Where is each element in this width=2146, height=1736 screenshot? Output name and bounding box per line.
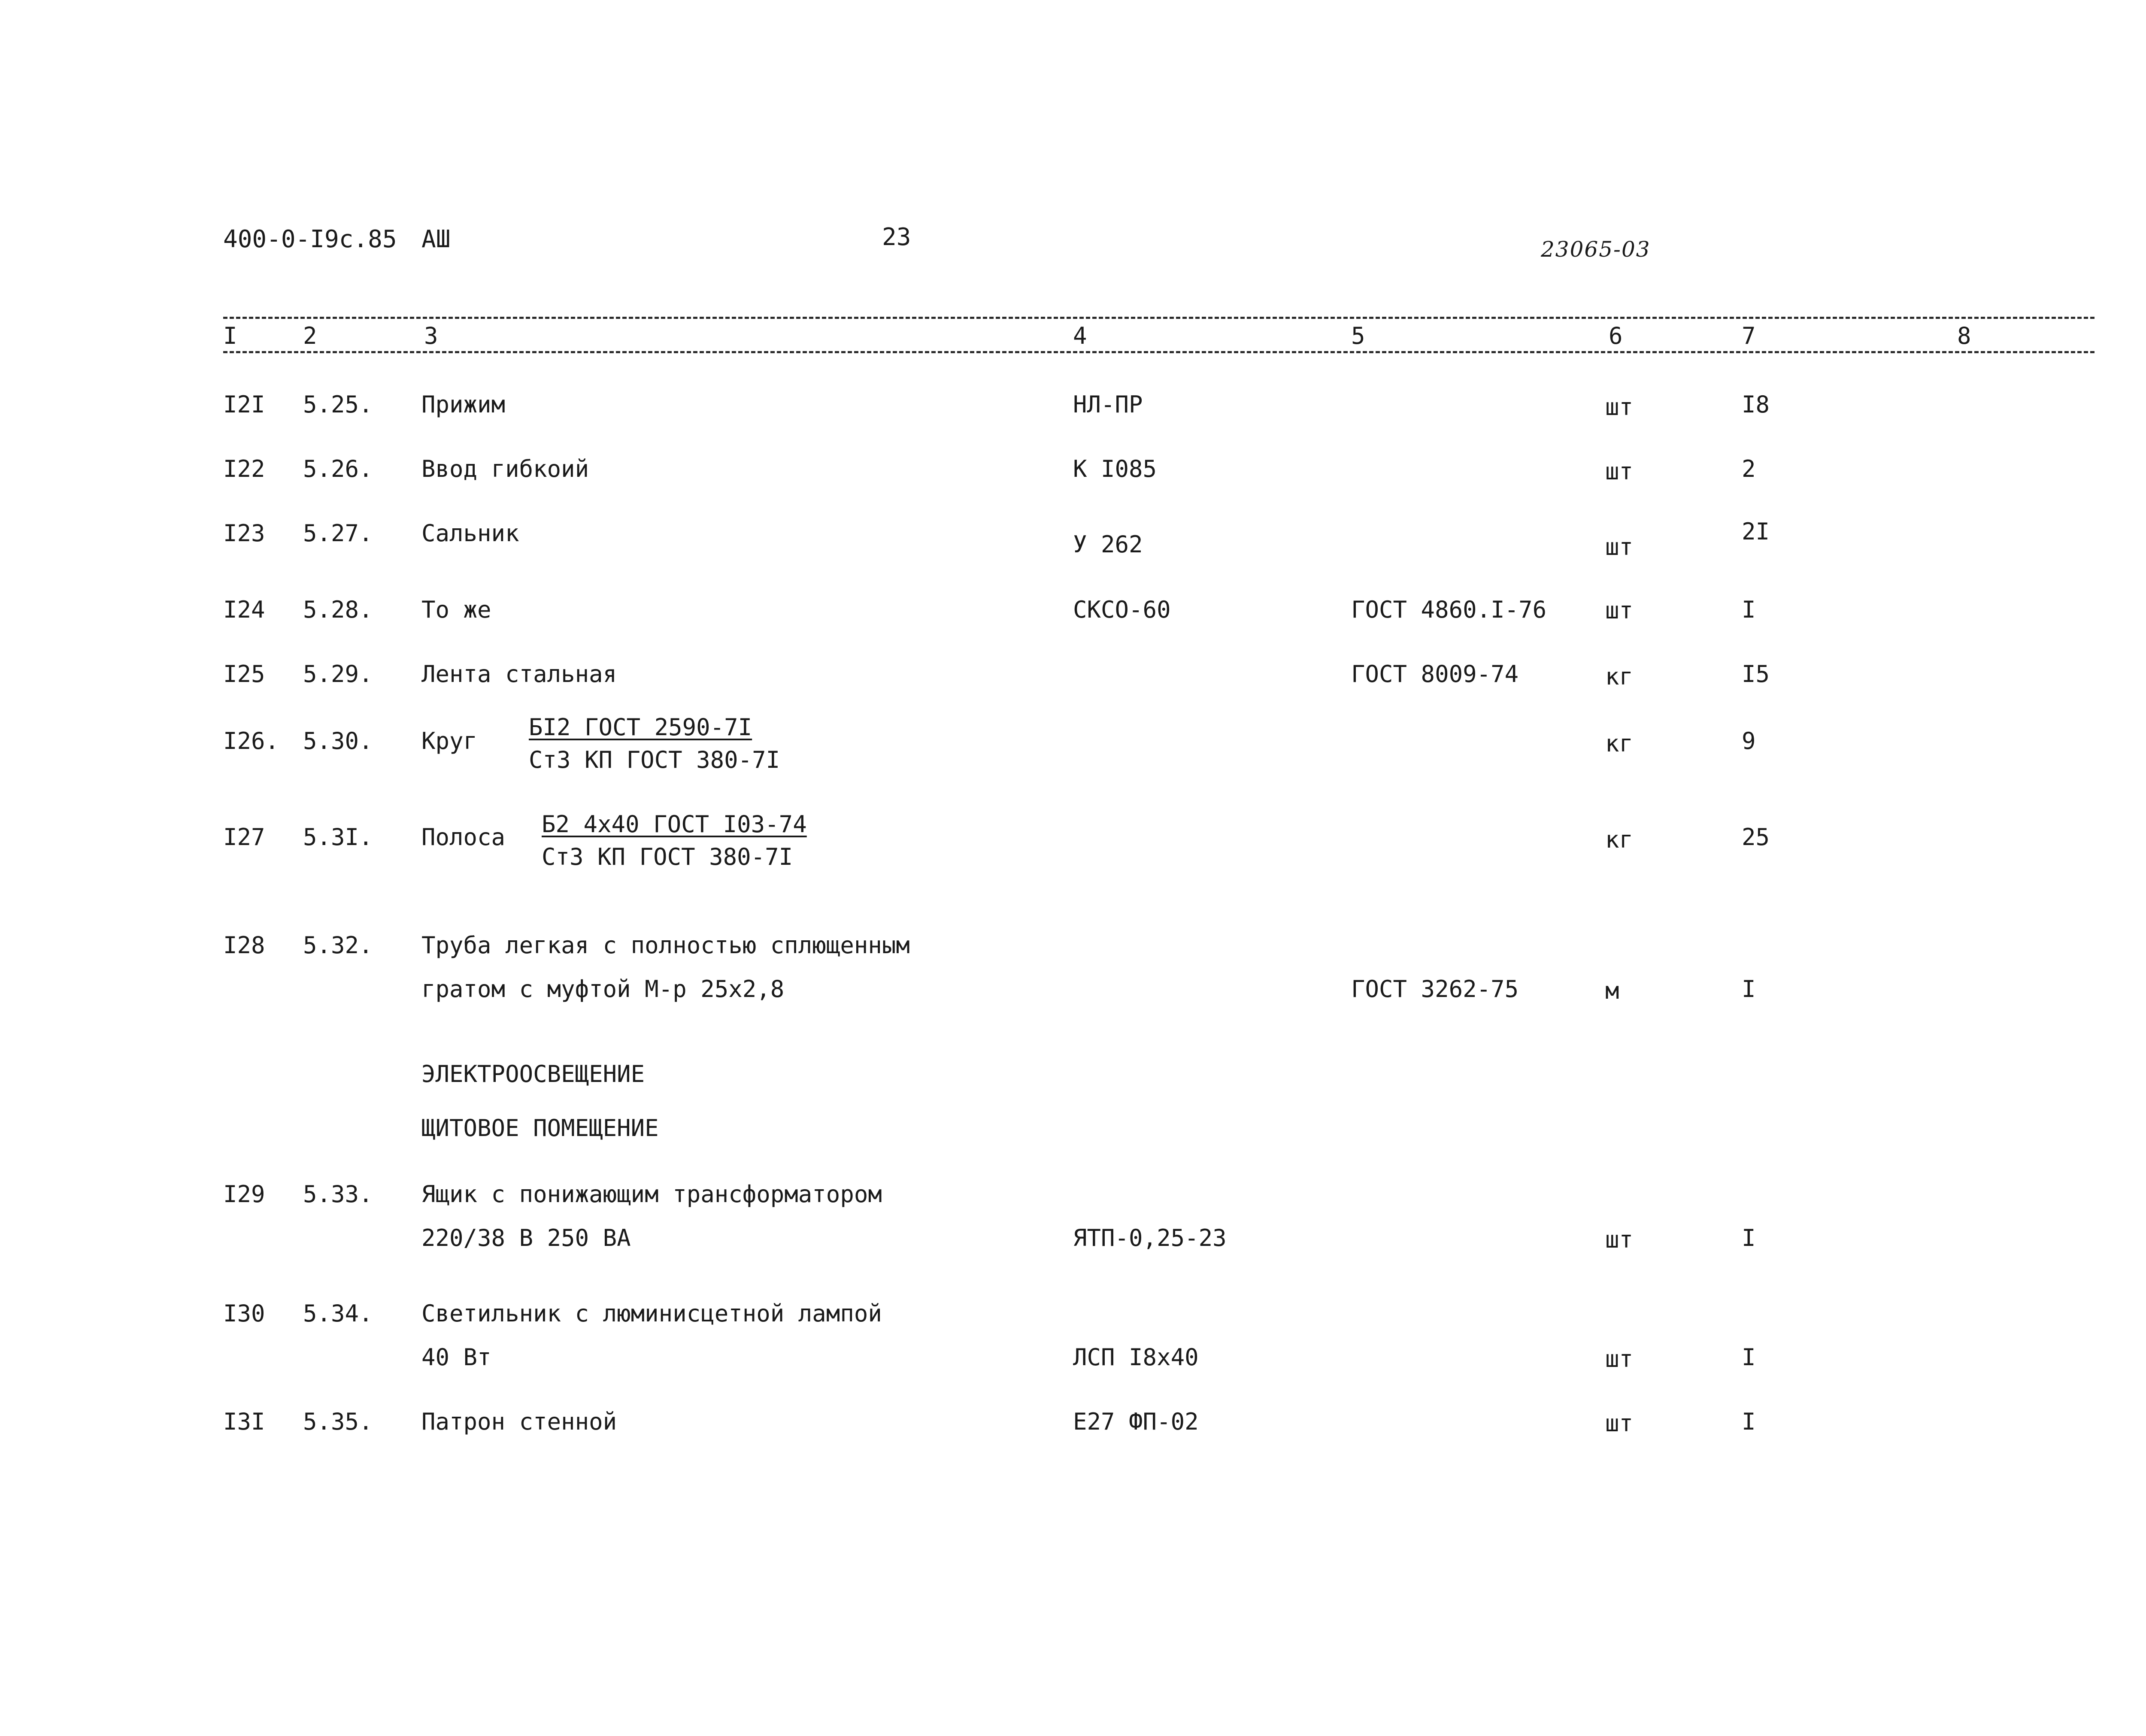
row-unit: шт — [1605, 458, 1634, 485]
row-name-line-1: Ящик с понижающим трансформатором — [421, 1181, 882, 1208]
col-6-header: 6 — [1609, 322, 1623, 349]
section-subheading: ЩИТОВОЕ ПОМЕЩЕНИЕ — [421, 1115, 659, 1142]
row-quantity: 2 — [1742, 455, 1756, 482]
section-heading: ЭЛЕКТРООСВЕЩЕНИЕ — [421, 1060, 645, 1088]
row-item-number: 5.30. — [303, 727, 373, 754]
row-name-line-1: Светильник с люминисцетной лампой — [421, 1300, 882, 1327]
row-material-top: БI2 ГОСТ 2590-7I — [529, 714, 752, 741]
row-unit: кг — [1605, 826, 1634, 853]
row-item-number: 5.35. — [303, 1408, 373, 1435]
col-2-header: 2 — [303, 322, 317, 349]
col-4-header: 4 — [1073, 322, 1087, 349]
row-position: I30 — [223, 1300, 265, 1327]
row-standard: ГОСТ 3262-75 — [1351, 976, 1519, 1003]
row-position: I23 — [223, 520, 265, 547]
row-quantity: I — [1742, 1224, 1756, 1251]
row-quantity: 2I — [1742, 518, 1770, 545]
row-name: Круг — [421, 727, 478, 754]
row-unit: шт — [1605, 394, 1634, 421]
row-item-number: 5.33. — [303, 1181, 373, 1208]
row-position: I26. — [223, 727, 279, 754]
row-name: Лента стальная — [421, 660, 617, 688]
row-item-number: 5.27. — [303, 520, 373, 547]
row-quantity: 25 — [1742, 824, 1770, 851]
row-name: Патрон стенной — [421, 1408, 617, 1435]
archive-number: 23065-03 — [1541, 237, 1651, 262]
row-unit: шт — [1605, 1345, 1634, 1372]
row-type: НЛ-ПР — [1073, 391, 1143, 418]
row-type: ЛСП I8х40 — [1073, 1344, 1199, 1371]
row-name: Ввод гибкоий — [421, 455, 589, 482]
row-type: ЯТП-0,25-23 — [1073, 1224, 1227, 1251]
col-1-header: I — [223, 322, 237, 349]
row-name: Сальник — [421, 520, 519, 547]
row-name: То же — [421, 596, 491, 623]
row-position: I2I — [223, 391, 265, 418]
row-item-number: 5.26. — [303, 455, 373, 482]
row-unit: м — [1605, 977, 1619, 1004]
row-unit: шт — [1605, 1410, 1634, 1437]
row-name-line-2: гратом с муфтой М-р 25х2,8 — [421, 976, 785, 1003]
row-position: I22 — [223, 455, 265, 482]
row-quantity: I5 — [1742, 660, 1770, 688]
row-unit: шт — [1605, 597, 1634, 624]
row-type: К I085 — [1073, 455, 1157, 482]
row-name-line-2: 40 Вт — [421, 1344, 491, 1371]
row-item-number: 5.28. — [303, 596, 373, 623]
row-name-line-2: 220/38 В 250 ВА — [421, 1224, 631, 1251]
row-name-line-1: Труба легкая с полностью сплющенным — [421, 932, 910, 959]
col-8-header: 8 — [1957, 322, 1971, 349]
row-material-bottom: Ст3 КП ГОСТ 380-7I — [529, 746, 780, 773]
row-unit: шт — [1605, 1226, 1634, 1253]
page-number: 23 — [882, 223, 911, 251]
row-name: Прижим — [421, 391, 506, 418]
row-position: I3I — [223, 1408, 265, 1435]
row-standard: ГОСТ 4860.I-76 — [1351, 596, 1547, 623]
document-code: 400-0-I9с.85 — [223, 225, 397, 253]
col-3-header: 3 — [424, 322, 438, 349]
row-unit: кг — [1605, 730, 1634, 757]
row-unit: кг — [1605, 663, 1634, 690]
row-item-number: 5.3I. — [303, 824, 373, 851]
header-dashed-line-top — [223, 317, 2094, 319]
row-position: I27 — [223, 824, 265, 851]
row-item-number: 5.29. — [303, 660, 373, 688]
row-name: Полоса — [421, 824, 506, 851]
col-7-header: 7 — [1742, 322, 1756, 349]
section-code: АШ — [421, 225, 451, 253]
row-position: I29 — [223, 1181, 265, 1208]
row-unit: шт — [1605, 533, 1634, 560]
row-type: СКСО-60 — [1073, 596, 1171, 623]
header-dashed-line-bottom — [223, 351, 2094, 353]
row-quantity: I — [1742, 1344, 1756, 1371]
row-item-number: 5.32. — [303, 932, 373, 959]
row-quantity: I — [1742, 1408, 1756, 1435]
row-type: У 262 — [1073, 531, 1143, 558]
row-item-number: 5.25. — [303, 391, 373, 418]
row-standard: ГОСТ 8009-74 — [1351, 660, 1519, 688]
row-position: I24 — [223, 596, 265, 623]
row-quantity: I — [1742, 596, 1756, 623]
row-material-top: Б2 4х40 ГОСТ I03-74 — [542, 811, 807, 838]
col-5-header: 5 — [1351, 322, 1365, 349]
row-position: I28 — [223, 932, 265, 959]
row-item-number: 5.34. — [303, 1300, 373, 1327]
row-type: Е27 ФП-02 — [1073, 1408, 1199, 1435]
row-quantity: I8 — [1742, 391, 1770, 418]
row-material-bottom: Ст3 КП ГОСТ 380-7I — [542, 843, 793, 870]
row-quantity: I — [1742, 976, 1756, 1003]
row-position: I25 — [223, 660, 265, 688]
row-quantity: 9 — [1742, 727, 1756, 754]
